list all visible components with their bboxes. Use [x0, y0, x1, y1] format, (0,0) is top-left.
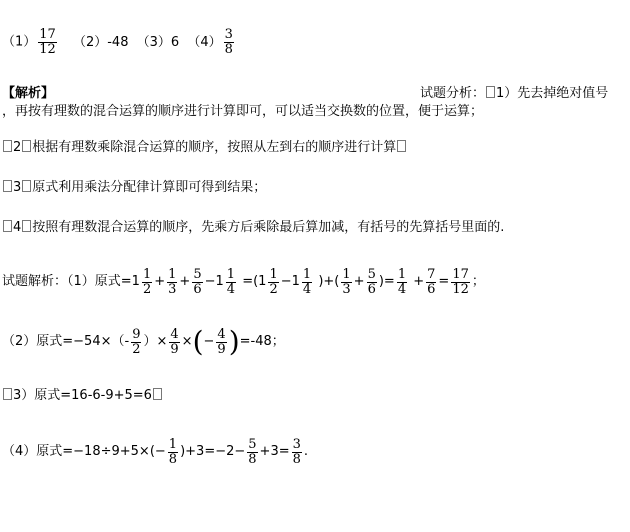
- answer-1-label: （1）: [2, 34, 37, 50]
- answer-line: [2, 28, 236, 57]
- answer-2: （2）-48: [72, 34, 129, 50]
- analysis-line-2: 2 根据有理数乘除混合运算的顺序，按照从左到右的顺序进行计算: [2, 140, 407, 156]
- solution-2: （2）原式=−54×（- $\frac{9}{2}$ ）× $\frac{4}{9}$ ×(− $\frac{4}{9}$ )=-48；: [2, 325, 285, 358]
- answer-4-label: （4）: [187, 34, 222, 50]
- analysis-intro-right: 试题分析： 1）先去掉绝对值号: [420, 86, 609, 101]
- solution-4: （4）原式=−18÷9+5×(− $\frac{1}{8}$ )+3=−2− $\frac{5}{8}$ +3= $\frac{3}{8}$ .: [2, 436, 309, 467]
- solution-3: 3）原式=16-6-9+5=6: [2, 388, 163, 404]
- analysis-line-3: 3 原式利用乘法分配律计算即可得到结果；: [2, 180, 266, 196]
- analysis-heading: 【解析】: [2, 86, 55, 101]
- answer-4-fraction: $\frac{3}{8}$: [224, 27, 233, 57]
- analysis-line-4: 4 按照有理数混合运算的顺序，先乘方后乘除最后算加减，有括号的先算括号里面的.: [2, 220, 504, 236]
- answer-3: （3）6: [136, 34, 180, 50]
- solution-1: 试题解析：（1）原式=1 $\frac{1}{2}$ + $\frac{1}{3}$ + $\frac{5}{6}$ −1 $\frac{1}{4}$ =(1 $\frac{1}{2}$ −1 $\frac{1}{4}$ )+( $\frac{1}{3}$ + $\frac{5}{6}$ )= $\frac{1}{4}$ + $\frac{7}{6}$ = $\frac{17}{12}$ ；: [2, 266, 485, 297]
- answer-1-fraction: $\frac{17}{12}$: [39, 27, 56, 57]
- analysis-line-1: ，再按有理数的混合运算的顺序进行计算即可，可以适当交换数的位置，便于运算；: [2, 104, 484, 119]
